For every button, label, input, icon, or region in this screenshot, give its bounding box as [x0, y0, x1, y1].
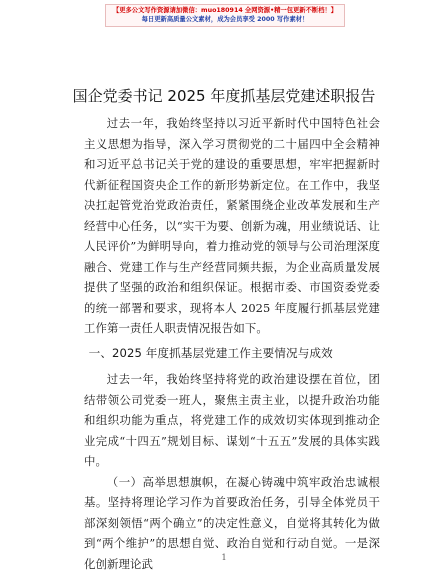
document-body — [84, 113, 380, 574]
page-number: 1 — [221, 553, 227, 562]
paragraph-section-overview: 过去一年，我始终坚持将党的政治建设摆在首位，团结带领公司党委一班人，聚焦主责主业，以提升政治功能和组织功能为重点，将党建工作的成效切实体现到推动企业完成“十四五”规划目标、谋划“十五五”发展的具体实践中。 — [84, 372, 380, 468]
paragraph-subsection-1: （一）高举思想旗帜，在凝心铸魂中筑牢政治忠诚根基。坚持将理论学习作为首要政治任务，引导全体党员干部深刻领悟“两个确立”的决定性意义，自觉将其转化为做到“两个维护”的思想自觉、政治自觉和行动自觉。一是深化创新理论武 — [84, 474, 380, 571]
section-heading: 一、2025 年度抓基层党建工作主要情况与成效 — [88, 345, 333, 360]
paragraph-intro: 过去一年，我始终坚持以习近平新时代中国特色社会主义思想为指导，深入学习贯彻党的二十届四中全会精神和习近平总书记关于党的建设的重要思想，牢牢把握新时代新征程国资央企工作的新形势新定位。在工作中，我坚决扛起管党治党政治责任，紧紧围绕企业改革发展和生产经营中心任务，以“实干为要、创新为魂，用业绩说话、让人民评价”为鲜明导向，着力推动党的领导与公司治理深度融合、党建工作与生产经营同频共振，为企业高质量发展提供了坚强的政治和组织保证。根据市委、市国资委党委的统一部署和要求，现将本人 2025 年度履行抓基层党建工作第一责任人职责情况报告如下。 — [84, 116, 380, 335]
promo-banner — [105, 4, 345, 27]
promo-banner-line-1: 【更多公文写作资源请加微信：muo180914 全网资源•精一包更新不断档！】 — [112, 7, 338, 14]
promo-banner-line-2: 每日更新高质量公文素材，成为会员享受 2000 写作素材！ — [141, 16, 309, 23]
document-title: 国企党委书记 2025 年度抓基层党建述职报告 — [72, 87, 376, 105]
